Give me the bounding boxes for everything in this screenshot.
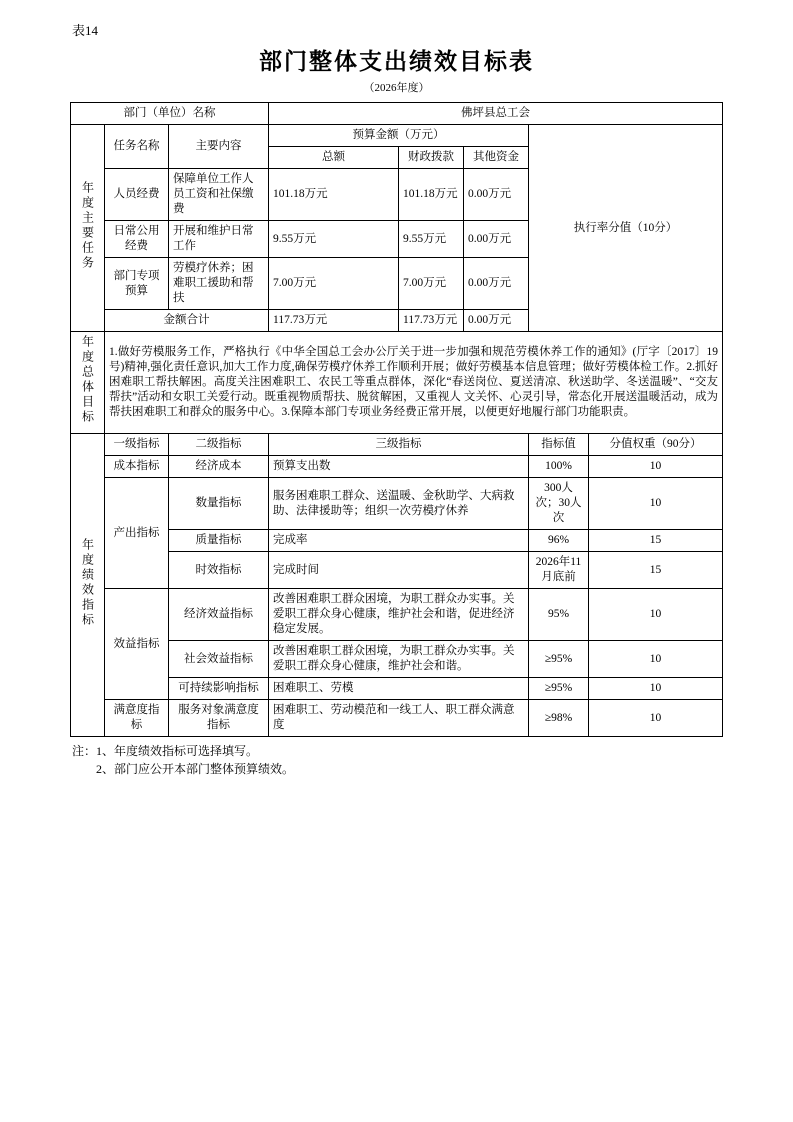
indicator-level2: 数量指标 [169,478,269,530]
indicator-weight: 10 [589,589,723,641]
performance-target-table [70,102,723,737]
header-weight: 分值权重（90分） [589,434,723,456]
note-line-1: 注：1、年度绩效指标可选择填写。 [72,744,259,758]
header-execution-rate: 执行率分值（10分） [529,125,723,332]
task-total: 7.00万元 [269,258,399,310]
task-total-fiscal: 117.73万元 [399,310,464,332]
indicator-level3: 服务困难职工群众、送温暖、金秋助学、大病救助、法律援助等；组织一次劳模疗休养 [269,478,529,530]
note-line-2: 2、部门应公开本部门整体预算绩效。 [96,762,295,776]
indicator-level2: 经济效益指标 [169,589,269,641]
indicator-level3: 改善困难职工群众困境，为职工群众办实事。关爱职工群众身心健康，维护社会和谐，促进经济稳定发展。 [269,589,529,641]
indicator-level3: 预算支出数 [269,456,529,478]
indicator-value: 300人次；30人次 [529,478,589,530]
task-content: 开展和维护日常工作 [169,221,269,258]
table-row-indicator [71,456,723,478]
table-row-tasks-header-1 [71,125,723,147]
indicator-level3: 完成率 [269,530,529,552]
indicator-level1: 满意度指标 [105,700,169,737]
indicator-weight: 15 [589,552,723,589]
page-subtitle: （2026年度） [363,82,430,94]
task-other: 0.00万元 [464,258,529,310]
header-level3: 三级指标 [269,434,529,456]
header-level2: 二级指标 [169,434,269,456]
indicator-level2: 可持续影响指标 [169,678,269,700]
page-title: 部门整体支出绩效目标表 [259,49,534,74]
table-row-indicator [71,589,723,641]
indicator-value: ≥95% [529,641,589,678]
table-row-indicator [71,530,723,552]
task-total: 9.55万元 [269,221,399,258]
table-row-indicator [71,641,723,678]
indicator-weight: 10 [589,641,723,678]
indicator-level2: 质量指标 [169,530,269,552]
indicator-value: 2026年11月底前 [529,552,589,589]
table-row-indicator [71,678,723,700]
indicator-weight: 10 [589,678,723,700]
department-value: 佛坪县总工会 [269,103,723,125]
header-fiscal: 财政拨款 [399,147,464,169]
table-row-indicator [71,478,723,530]
table-row-performance-header [71,434,723,456]
task-content: 保障单位工作人员工资和社保缴费 [169,169,269,221]
task-total-amount: 117.73万元 [269,310,399,332]
overall-goal-side-label: 年度总体目标 [71,332,105,434]
indicator-value: ≥95% [529,678,589,700]
task-fiscal: 9.55万元 [399,221,464,258]
task-fiscal: 7.00万元 [399,258,464,310]
task-name: 日常公用经费 [105,221,169,258]
task-name: 部门专项预算 [105,258,169,310]
task-fiscal: 101.18万元 [399,169,464,221]
annual-tasks-side-label: 年度主要任务 [71,125,105,332]
table-row-overall-goal [71,332,723,434]
table-row-department [71,103,723,125]
table-number: 表14 [72,23,99,38]
indicator-level1: 效益指标 [105,589,169,700]
indicator-level2: 经济成本 [169,456,269,478]
indicator-value: ≥98% [529,700,589,737]
performance-side-label: 年度绩效指标 [71,434,105,737]
indicator-weight: 10 [589,700,723,737]
header-task-name: 任务名称 [105,125,169,169]
indicator-level1: 产出指标 [105,478,169,589]
table-row-indicator [71,552,723,589]
indicator-level3: 困难职工、劳模 [269,678,529,700]
task-other: 0.00万元 [464,221,529,258]
header-total: 总额 [269,147,399,169]
task-content: 劳模疗休养；困难职工援助和帮扶 [169,258,269,310]
task-total-label: 金额合计 [105,310,269,332]
indicator-level2: 服务对象满意度指标 [169,700,269,737]
table-row-indicator [71,700,723,737]
indicator-weight: 10 [589,478,723,530]
indicator-level3: 改善困难职工群众困境，为职工群众办实事。关爱职工群众身心健康，维护社会和谐。 [269,641,529,678]
task-total-other: 0.00万元 [464,310,529,332]
indicator-level1: 成本指标 [105,456,169,478]
indicator-level3: 困难职工、劳动模范和一线工人、职工群众满意度 [269,700,529,737]
indicator-weight: 15 [589,530,723,552]
indicator-level3: 完成时间 [269,552,529,589]
overall-goal-text: 1.做好劳模服务工作，严格执行《中华全国总工会办公厅关于进一步加强和规范劳模休养工作的通知》(厅字〔2017〕19号)精神,强化责任意识,加大工作力度,确保劳模疗休养工作顺利开展；做好劳模基本信息管理；做好劳模体检工作。2.抓好困难职工帮扶解困。高度关注困难职工、农民工等重点群体，深化“春送岗位、夏送清凉、秋送助学、冬送温暖”、“交友帮扶”活动和女职工关爱行动。既重视物质帮扶、脱贫解困，又重视人 文关怀、心灵引导，常态化开展送温暖活动，成为帮扶困难职工和群众的服务中心。3.保障本部门专项业务经费正常开展，以便更好地履行部门功能职责。 [105,332,723,434]
header-other: 其他资金 [464,147,529,169]
indicator-value: 96% [529,530,589,552]
header-level1: 一级指标 [105,434,169,456]
indicator-value: 95% [529,589,589,641]
table-notes [72,742,723,778]
header-budget-group: 预算金额（万元） [269,125,529,147]
indicator-level2: 社会效益指标 [169,641,269,678]
header-main-content: 主要内容 [169,125,269,169]
indicator-weight: 10 [589,456,723,478]
header-value: 指标值 [529,434,589,456]
indicator-value: 100% [529,456,589,478]
task-total: 101.18万元 [269,169,399,221]
indicator-level2: 时效指标 [169,552,269,589]
task-other: 0.00万元 [464,169,529,221]
department-label: 部门（单位）名称 [71,103,269,125]
task-name: 人员经费 [105,169,169,221]
